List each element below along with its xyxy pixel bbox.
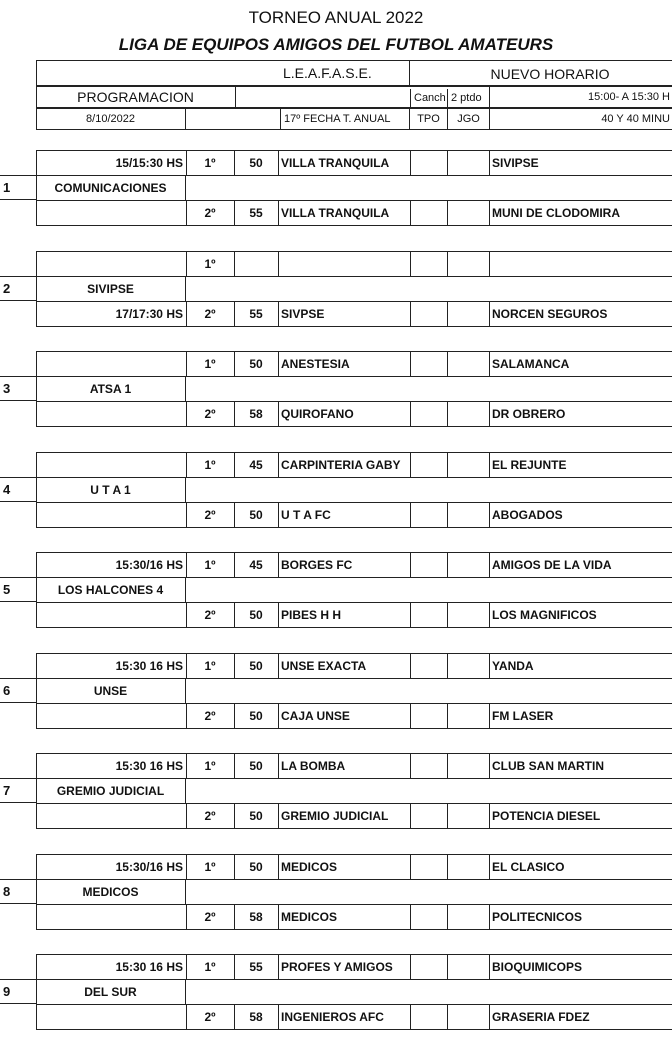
column-divider (447, 602, 448, 627)
away-team: EL REJUNTE (492, 457, 567, 472)
category: 50 (249, 155, 263, 170)
division: 2º (204, 507, 216, 522)
category: 50 (249, 758, 263, 773)
away-team: EL CLASICO (492, 859, 565, 874)
category: 58 (249, 406, 263, 421)
home-team: INGENIEROS AFC (281, 1009, 384, 1024)
home-team: U T A FC (281, 507, 331, 522)
group-venue: U T A 1 (36, 477, 186, 502)
spacer-row (36, 929, 672, 955)
match-time: 15:30/16 HS (115, 557, 183, 572)
column-divider (447, 150, 448, 175)
match-time: 17/17:30 HS (115, 306, 183, 321)
category: 55 (249, 959, 263, 974)
home-team (278, 251, 410, 276)
division: 1º (204, 859, 216, 874)
group-venue: SIVIPSE (36, 276, 186, 301)
column-divider (410, 602, 411, 627)
column-divider (447, 301, 448, 326)
category: 50 (249, 658, 263, 673)
column-divider (447, 351, 448, 376)
home-team: ANESTESIA (281, 356, 350, 371)
division: 2º (204, 1009, 216, 1024)
second-half-label: 2 ptdo (447, 89, 489, 107)
group-venue: LOS HALCONES 4 (36, 577, 186, 602)
spacer-row (36, 627, 672, 653)
away-team: CLUB SAN MARTIN (492, 758, 604, 773)
group-number: 8 (0, 879, 36, 904)
match-time (36, 452, 186, 477)
away-team: DR OBRERO (492, 406, 566, 421)
away-team: MUNI DE CLODOMIRA (492, 205, 620, 220)
category: 50 (249, 708, 263, 723)
column-divider (410, 301, 411, 326)
category: 45 (249, 557, 263, 572)
away-team: POTENCIA DIESEL (492, 808, 601, 823)
match-time: 15:30 16 HS (115, 959, 183, 974)
spacer-row (36, 326, 672, 352)
group-number: 4 (0, 477, 36, 502)
league-acronym: L.E.A.F.A.S.E. (280, 61, 410, 85)
home-team: UNSE EXACTA (281, 658, 367, 673)
category: 50 (249, 808, 263, 823)
home-team: SIVPSE (281, 306, 325, 321)
match-date: 8/10/2022 (36, 109, 186, 129)
group-number: 6 (0, 678, 36, 703)
column-divider (447, 803, 448, 828)
column-divider (410, 150, 411, 175)
division: 1º (204, 758, 216, 773)
group-number: 2 (0, 276, 36, 301)
column-divider (410, 703, 411, 728)
home-team: PIBES H H (281, 607, 342, 622)
column-divider (447, 703, 448, 728)
column-divider (447, 854, 448, 879)
spacer-row (36, 828, 672, 854)
column-divider (410, 1004, 411, 1029)
category: 50 (249, 507, 263, 522)
column-divider (410, 502, 411, 527)
category: 45 (249, 457, 263, 472)
home-team: VILLA TRANQUILA (281, 155, 390, 170)
division: 2º (204, 205, 216, 220)
column-divider (447, 552, 448, 577)
column-divider (447, 452, 448, 477)
home-team: LA BOMBA (281, 758, 346, 773)
match-time: 15:30 16 HS (115, 658, 183, 673)
division: 2º (204, 708, 216, 723)
match-time (36, 351, 186, 376)
home-team: MEDICOS (281, 859, 338, 874)
home-team: CARPINTERIA GABY (281, 457, 401, 472)
home-team: MEDICOS (281, 909, 338, 924)
away-team: SIVIPSE (492, 155, 539, 170)
column-divider (410, 954, 411, 979)
group-number: 3 (0, 376, 36, 401)
column-divider (447, 954, 448, 979)
division: 2º (204, 306, 216, 321)
away-team: BIOQUIMICOPS (492, 959, 583, 974)
category: 50 (249, 859, 263, 874)
division: 1º (204, 256, 216, 271)
column-divider (410, 803, 411, 828)
away-team (489, 251, 672, 276)
cancha-col-label: Canch (410, 89, 448, 107)
column-divider (410, 904, 411, 929)
column-divider (447, 753, 448, 778)
match-time: 15/15:30 HS (115, 155, 183, 170)
programacion-label: PROGRAMACION (36, 87, 236, 107)
division: 1º (204, 658, 216, 673)
division: 1º (204, 557, 216, 572)
league-subtitle: LIGA DE EQUIPOS AMIGOS DEL FUTBOL AMATEURS (118, 35, 554, 54)
group-number: 9 (0, 979, 36, 1004)
home-team: BORGES FC (281, 557, 353, 572)
minutes-label: 40 Y 40 MINU (489, 109, 672, 129)
group-venue: MEDICOS (36, 879, 186, 904)
division: 1º (204, 356, 216, 371)
away-team: SALAMANCA (492, 356, 570, 371)
division: 1º (204, 457, 216, 472)
category: 50 (249, 356, 263, 371)
schedule-range: 15:00- A 15:30 H (489, 87, 672, 107)
away-team: POLITECNICOS (492, 909, 583, 924)
column-divider (410, 753, 411, 778)
group-venue: COMUNICACIONES (36, 175, 186, 200)
column-divider (410, 854, 411, 879)
category: 55 (249, 306, 263, 321)
home-team: PROFES Y AMIGOS (281, 959, 393, 974)
category: 58 (249, 909, 263, 924)
group-venue: DEL SUR (36, 979, 186, 1004)
category: 55 (249, 205, 263, 220)
division: 2º (204, 607, 216, 622)
away-team: YANDA (492, 658, 534, 673)
category: 50 (249, 607, 263, 622)
column-divider (410, 552, 411, 577)
away-team: LOS MAGNIFICOS (492, 607, 597, 622)
away-team: AMIGOS DE LA VIDA (492, 557, 612, 572)
spacer-row (36, 527, 672, 553)
division: 2º (204, 808, 216, 823)
spacer-row (36, 426, 672, 452)
group-number: 1 (0, 175, 36, 200)
column-divider (410, 401, 411, 426)
group-venue: UNSE (36, 678, 186, 703)
group-number: 5 (0, 577, 36, 602)
match-time: 15:30/16 HS (115, 859, 183, 874)
spacer-row (36, 225, 672, 251)
home-team: CAJA UNSE (281, 708, 350, 723)
match-time: 15:30 16 HS (115, 758, 183, 773)
category (234, 251, 278, 276)
column-divider (447, 904, 448, 929)
home-team: GREMIO JUDICIAL (281, 808, 389, 823)
column-divider (410, 351, 411, 376)
column-divider (447, 502, 448, 527)
group-number: 7 (0, 778, 36, 803)
division: 2º (204, 909, 216, 924)
division: 2º (204, 406, 216, 421)
column-divider (410, 200, 411, 225)
column-divider (447, 251, 448, 276)
away-team: FM LASER (492, 708, 554, 723)
home-team: QUIROFANO (281, 406, 354, 421)
round-label: 17º FECHA T. ANUAL (280, 109, 410, 129)
new-schedule-label: NUEVO HORARIO (490, 66, 610, 82)
column-divider (410, 251, 411, 276)
spacer-row (36, 1029, 672, 1055)
tpo-label: TPO (417, 113, 440, 125)
tournament-title: TORNEO ANUAL 2022 (248, 8, 424, 27)
column-divider (447, 1004, 448, 1029)
jgo-label: JGO (447, 109, 489, 129)
group-venue: GREMIO JUDICIAL (36, 778, 186, 803)
column-divider (447, 401, 448, 426)
column-divider (447, 653, 448, 678)
home-team: VILLA TRANQUILA (281, 205, 390, 220)
division: 1º (204, 155, 216, 170)
away-team: GRASERIA FDEZ (492, 1009, 590, 1024)
group-venue: ATSA 1 (36, 376, 186, 401)
category: 58 (249, 1009, 263, 1024)
column-divider (410, 653, 411, 678)
column-divider (447, 200, 448, 225)
away-team: ABOGADOS (492, 507, 563, 522)
away-team: NORCEN SEGUROS (492, 306, 608, 321)
column-divider (410, 452, 411, 477)
spacer-row (36, 728, 672, 754)
division: 1º (204, 959, 216, 974)
